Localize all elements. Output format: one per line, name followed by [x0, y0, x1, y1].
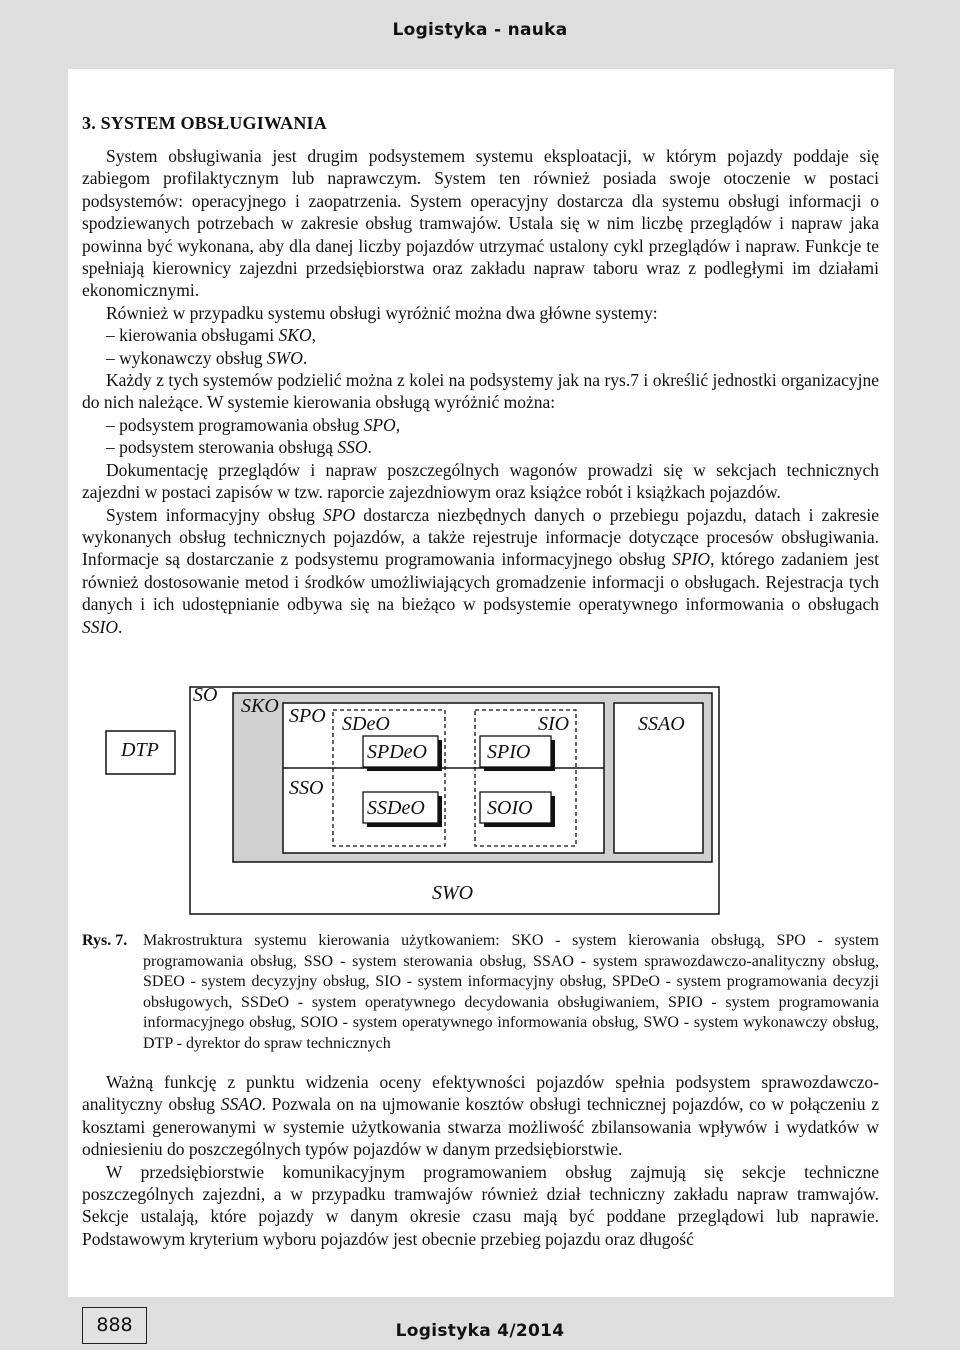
paragraph-7: W przedsiębiorstwie komunikacyjnym programowaniem obsług zajmują się sekcje techniczne poszczególnych zajezdni, a w przypadku tramwajów również dział techniczny zakładu napraw tramwajów. Sekcje ustalają, które pojazdy w danym okresie czasu mają być poddane przeglądowi lub naprawie. Podstawowym kryterium wyboru pojazdów jest obecnie przebieg pojazdu oraz długość	[82, 1161, 879, 1249]
label-ssao: SSAO	[638, 713, 685, 735]
page-number: 888	[82, 1307, 147, 1344]
paragraph-4: Dokumentację przeglądów i napraw poszczególnych wagonów prowadzi się w sekcjach technicznych zajezdni w postaci zapisów w tzw. raporcie zajezdniowym oraz książce robót i książkach pojazdów.	[82, 459, 879, 503]
list-item: – wykonawczy obsług SWO.	[106, 347, 308, 368]
list-item: – podsystem sterowania obsługą SSO.	[106, 437, 372, 458]
caption-label: Rys. 7.	[82, 932, 128, 949]
paragraph-2: Również w przypadku systemu obsługi wyróżnić można dwa główne systemy:	[106, 302, 658, 323]
running-header: Logistyka - nauka	[392, 20, 568, 40]
figure-caption	[82, 931, 879, 1055]
label-ssdeo: SSDeO	[367, 797, 425, 819]
label-swo: SWO	[432, 882, 474, 904]
caption-text: Makrostruktura systemu kierowania użytkowaniem: SKO - system kierowania obsługą, SPO - system programowania obsług, SSO - system sterowania obsług, SSAO - system sprawozdawczo-analityczny obsług, SDEO - system decyzyjny obsług, SIO - system informacyjny obsług, SPDeO - system programowania decyzji obsługowych, SSDeO - system operatywnego decydowania obsługiwaniem, SPIO - system programowania informacyjnego obsług, SOIO - system operatywnego informowania obsług, SWO - system wykonawczy obsług, DTP - dyrektor do spraw technicznych	[143, 932, 879, 1052]
list-item: – podsystem programowania obsług SPO,	[106, 414, 401, 435]
body-text-bottom	[82, 1071, 879, 1250]
list-item: – kierowania obsługami SKO,	[106, 325, 316, 346]
label-spio: SPIO	[487, 741, 531, 763]
label-so: SO	[193, 684, 218, 706]
journal-footer: Logistyka 4/2014	[395, 1321, 565, 1341]
label-dtp: DTP	[121, 739, 159, 761]
paragraph-1: System obsługiwania jest drugim podsystemem systemu eksploatacji, w którym pojazdy poddaje się zabiegom profilaktycznym lub naprawczym. System ten również posiada swoje otoczenie w postaci podsystemów: operacyjnego i zaopatrzenia. System operacyjny dostarcza dla systemu obsługi informacji o spodziewanych potrzebach w zakresie obsług tramwajów. Ustala się w nim liczbę przeglądów i napraw jaka powinna być wykonana, aby dla danej liczby pojazdów utrzymać ustalony cykl przeglądów i napraw. Funkcje te spełniają kierownicy zajezdni przedsiębiorstwa oraz zakładu napraw taboru wraz z podległymi im działami ekonomicznymi.	[82, 146, 879, 301]
label-sio: SIO	[538, 713, 570, 735]
paragraph-3: Każdy z tych systemów podzielić można z kolei na podsystemy jak na rys.7 i określić jednostki organizacyjne do nich należące. W systemie kierowania obsługą wyróżnić można:	[82, 370, 879, 413]
label-sdeo: SDeO	[342, 713, 390, 735]
paragraph-5: System informacyjny obsług SPO dostarcza niezbędnych danych o przebiegu pojazdu, datach i zakresie wykonanych obsług technicznych pojazdów, a także rejestruje informacje dotyczące procesów obsługiwania. Informacje są dostarczanie z podsystemu programowania informacyjnego obsług SPIO, którego zadaniem jest również dostosowanie metod i środków umożliwiających gromadzenie informacji o obsługach. Rejestracja tych danych i ich udostępnianie odbywa się na bieżąco w podsystemie operatywnego informowania o obsługach SSIO.	[82, 504, 879, 637]
label-spdeo: SPDeO	[367, 741, 427, 763]
label-sso: SSO	[289, 777, 324, 799]
label-spo: SPO	[289, 705, 326, 727]
label-soio: SOIO	[487, 797, 533, 819]
section-heading: 3. SYSTEM OBSŁUGIWANIA	[82, 113, 327, 133]
paragraph-6: Ważną funkcję z punktu widzenia oceny efektywności pojazdów spełnia podsystem sprawozdawczo-analityczny obsług SSAO. Pozwala on na ujmowanie kosztów obsługi technicznej pojazdów, co w połączeniu z kosztami generowanymi w systemie użytkowania stwarza możliwość zbilansowania wpływów i wydatków w odniesieniu do poszczególnych typów pojazdów w danym przedsiębiorstwie.	[82, 1072, 880, 1160]
label-sko: SKO	[241, 695, 279, 717]
